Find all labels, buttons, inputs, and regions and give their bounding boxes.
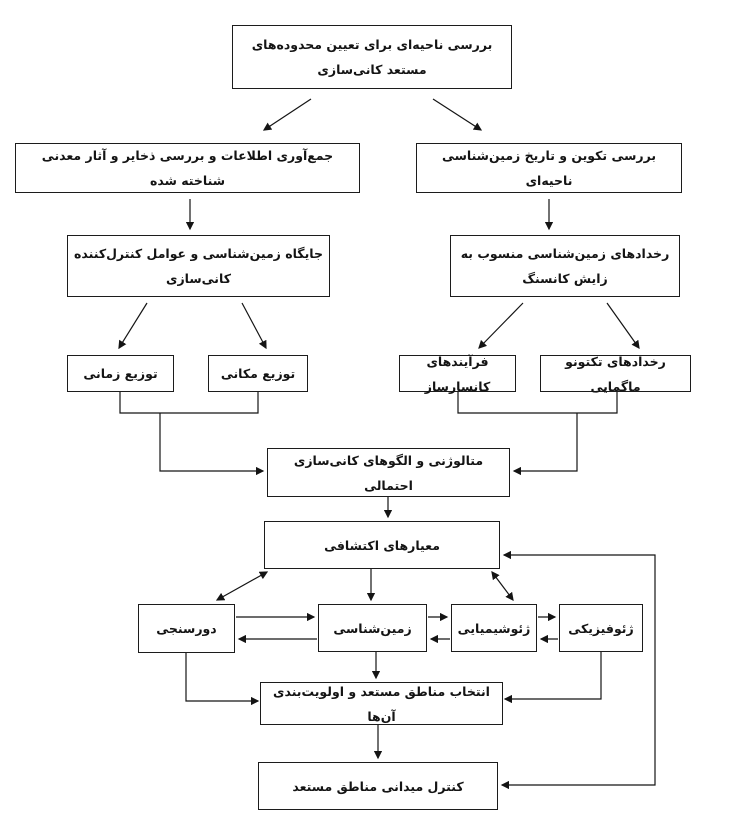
node-tectono-magmatic-events: رخدادهای تکتونو ماگمایی — [540, 355, 691, 392]
arrow-survey-to-history — [433, 99, 481, 130]
arrow-criteria-remote-bidirectional — [217, 572, 267, 600]
bracket-left-pair — [120, 392, 258, 413]
arrow-survey-to-collection — [264, 99, 311, 130]
node-ore-forming-processes: فرآیندهای کانسارساز — [399, 355, 516, 392]
node-geophysical: ژئوفیزیکی — [559, 604, 643, 652]
node-exploration-criteria: معیارهای اکتشافی — [264, 521, 500, 569]
arrow-remote-to-selection — [186, 653, 258, 701]
node-metallogeny: متالوژنی و الگوهای کانی‌سازی احتمالی — [267, 448, 510, 497]
arrow-right-pair-to-metallogeny — [514, 413, 577, 471]
arrow-setting-to-spatial — [242, 303, 266, 348]
arrow-geophys-to-selection — [505, 652, 601, 699]
node-geo-history: بررسی تکوین و تاریخ زمین‌شناسی ناحیه‌ای — [416, 143, 682, 193]
arrow-criteria-geochem-bidirectional — [492, 572, 513, 600]
node-remote-sensing: دورسنجی — [138, 604, 235, 653]
node-geology: زمین‌شناسی — [318, 604, 427, 652]
arrow-events-to-processes — [479, 303, 523, 348]
node-area-selection: انتخاب مناطق مستعد و اولویت‌بندی آن‌ها — [260, 682, 503, 725]
node-ore-genesis-events: رخدادهای زمین‌شناسی منسوب به زایش کانسنگ — [450, 235, 680, 297]
node-regional-survey: بررسی ناحیه‌ای برای تعیین محدوده‌های مستعد کانی‌سازی — [232, 25, 512, 89]
arrow-events-to-tectono — [607, 303, 639, 348]
node-spatial-distribution: توزیع مکانی — [208, 355, 308, 392]
arrow-setting-to-temporal — [119, 303, 147, 348]
node-geochemical: ژئوشیمیایی — [451, 604, 537, 652]
node-temporal-distribution: توزیع زمانی — [67, 355, 174, 392]
node-geo-setting: جایگاه زمین‌شناسی و عوامل کنترل‌کننده کانی‌سازی — [67, 235, 330, 297]
arrow-left-pair-to-metallogeny — [160, 413, 263, 471]
node-field-control: کنترل میدانی مناطق مستعد — [258, 762, 498, 810]
arrow-feedback-field-criteria — [502, 555, 655, 785]
node-data-collection: جمع‌آوری اطلاعات و بررسی ذخایر و آثار معدنی شناخته شده — [15, 143, 360, 193]
